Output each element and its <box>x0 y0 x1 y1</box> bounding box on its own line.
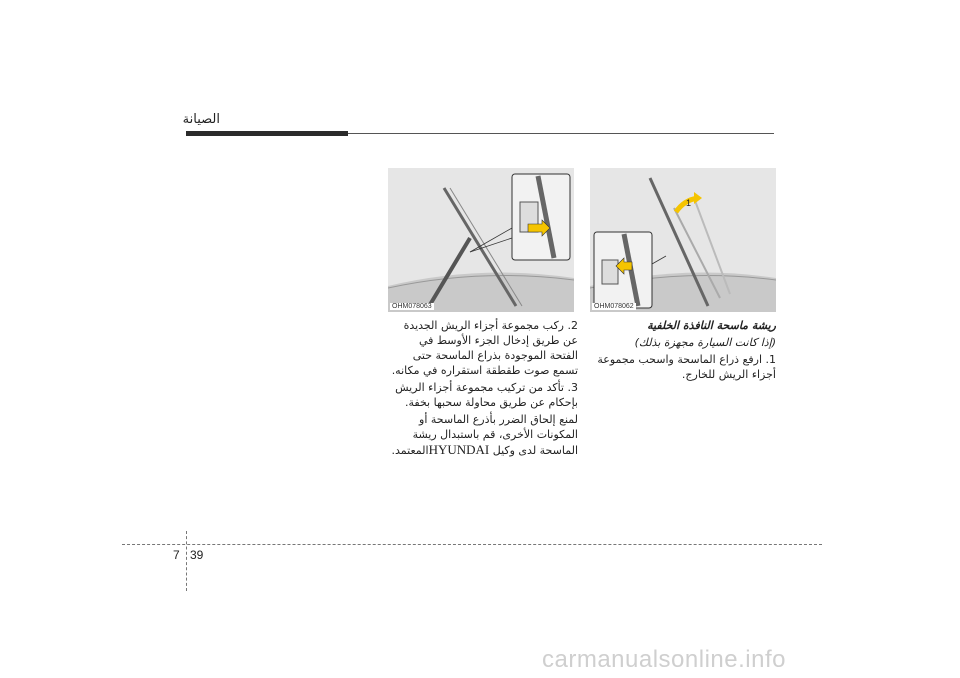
figure-callout-1: 1 <box>686 198 692 208</box>
footer-divider <box>186 531 187 591</box>
section-title: ريشة ماسحة النافذة الخلفية <box>647 319 776 332</box>
left-column <box>388 318 578 460</box>
wiper-install-illustration <box>388 168 574 312</box>
wiper-remove-illustration <box>590 168 776 312</box>
dealer-note-text: لمنع إلحاق الضرر بأذرع الماسحة أو المكونات الأخرى، قم باستبدال ريشة الماسحة لدى وكيل <box>412 413 578 457</box>
page-header-title: الصيانة <box>182 112 220 127</box>
dealer-note <box>388 412 578 458</box>
page-number: 39 <box>190 548 204 562</box>
figure-left <box>388 168 574 312</box>
header-bar <box>186 131 348 136</box>
step-2: 2. ركب مجموعة أجزاء الريش الجديدة عن طريق إدخال الجزء الأوسط في الفتحة الموجودة بذراع الماسحة حتى تسمع صوت طقطقة استقراره في مكانه. <box>391 319 578 377</box>
figure-right <box>590 168 776 312</box>
section-subtitle: (إذا كانت السيارة مجهزة بذلك) <box>634 336 776 349</box>
dealer-note-tail: المعتمد. <box>391 444 429 457</box>
brand-name: HYUNDAI <box>428 442 490 457</box>
figure-code-left: OHM078063 <box>392 303 432 310</box>
figure-code-right: OHM078062 <box>594 303 634 310</box>
footer-rule <box>122 544 822 545</box>
step-1: 1. ارفع ذراع الماسحة واسحب مجموعة أجزاء الريش للخارج. <box>597 353 776 381</box>
right-column <box>590 318 776 384</box>
chapter-number: 7 <box>173 548 180 562</box>
watermark: carmanualsonline.info <box>542 646 786 673</box>
step-3: 3. تأكد من تركيب مجموعة أجزاء الريش بإحكام عن طريق محاولة سحبها بخفة. <box>395 381 578 409</box>
